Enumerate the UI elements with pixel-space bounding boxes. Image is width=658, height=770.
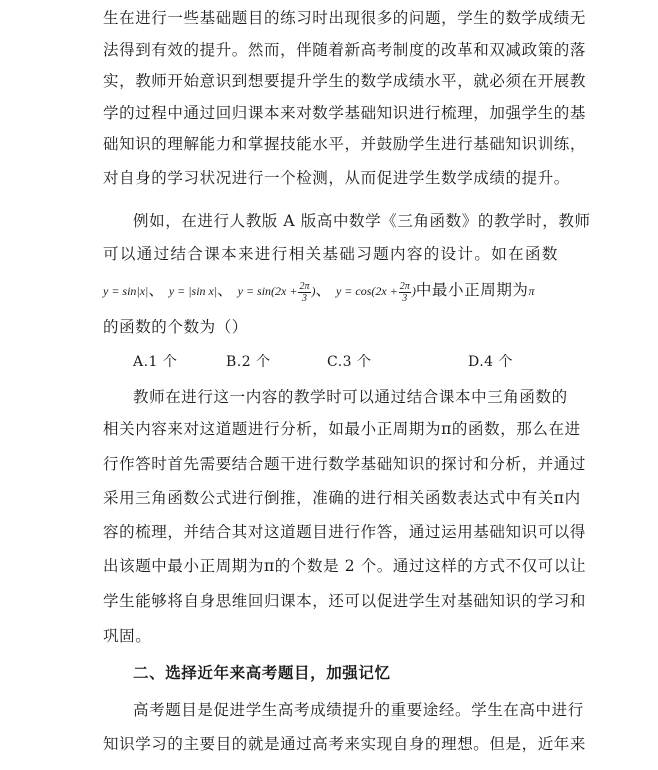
formula-line — [103, 279, 558, 304]
paragraph-line: 高考题目是促进学生高考成绩提升的重要途经。学生在高中进行 — [133, 701, 584, 719]
paragraph-line: 容的梳理，并结合其对这道题目进行作答，通过运用基础知识可以得 — [103, 523, 587, 541]
paragraph-line: 生在进行一些基础题目的练习时出现很多的问题，学生的数学成绩无 — [103, 9, 587, 27]
paragraph-line: 教师在进行这一内容的教学时可以通过结合课本中三角函数的 — [133, 388, 568, 406]
paragraph-line: 出该题中最小正周期为π的个数是 2 个。通过这样的方式不仅可以让 — [103, 557, 587, 575]
paragraph-line: 实，教师开始意识到想要提升学生的数学成绩水平，就必须在开展教 — [103, 72, 587, 90]
pi-symbol: π — [528, 284, 535, 298]
fraction: $\frac{2\pi}{3}$ — [399, 280, 410, 304]
paragraph-line: 的函数的个数为（） — [103, 318, 248, 336]
formula-sin-abs-x: y = sin|x| — [103, 284, 149, 298]
paragraph-line: 行作答时首先需要结合题干进行数学基础知识的探讨和分析，并通过 — [103, 455, 587, 473]
formula-cos-2x: y = cos(2x + $\frac{2\pi}{3}$ ) — [335, 280, 416, 304]
paragraph-line: 学的过程中通过回归课本来对数学基础知识进行梳理，加强学生的基 — [103, 104, 587, 122]
paragraph-line: 学生能够将自身思维回归课本，还可以促进学生对基础知识的学习和 — [103, 592, 587, 610]
paragraph-line: 例如，在进行人教版 A 版高中数学《三角函数》的教学时，教师 — [133, 212, 591, 230]
formula-abs-sin-x: y = |sin x| — [168, 284, 218, 298]
paragraph-line: 法得到有效的提升。然而，伴随着新高考制度的改革和双减政策的落 — [103, 41, 587, 59]
option-a: A.1 个 — [133, 354, 178, 370]
section-heading: 二、选择近年来高考题目，加强记忆 — [133, 664, 391, 682]
paragraph-line: 采用三角函数公式进行倒推，准确的进行相关函数表达式中有关π内 — [103, 489, 581, 507]
separator: 、 — [315, 281, 332, 299]
formula-sin-2x: y = sin(2x + $\frac{2\pi}{3}$ ) — [237, 280, 316, 304]
separator: 、 — [217, 281, 233, 299]
fraction: $\frac{2\pi}{3}$ — [299, 280, 310, 304]
paragraph-line: 知识学习的主要目的就是通过高考来实现自身的理想。但是，近年来 — [103, 735, 587, 753]
paragraph-line: 相关内容来对这道题进行分析，如最小正周期为π的函数，那么在进 — [103, 420, 581, 438]
option-d: D.4 个 — [468, 354, 514, 370]
paragraph-line: 础知识的理解能力和掌握技能水平，并鼓励学生进行基础知识训练， — [103, 135, 587, 153]
option-b: B.2 个 — [226, 354, 271, 370]
formula-suffix: 中最小正周期为 — [415, 281, 529, 299]
paragraph-line: 巩固。 — [103, 627, 152, 645]
separator: 、 — [148, 281, 164, 299]
option-c: C.3 个 — [327, 354, 372, 370]
paragraph-line: 对自身的学习状况进行一个检测，从而促进学生数学成绩的提升。 — [103, 169, 570, 187]
paragraph-line: 可以通过结合课本来进行相关基础习题内容的设计。如在函数 — [103, 245, 558, 263]
